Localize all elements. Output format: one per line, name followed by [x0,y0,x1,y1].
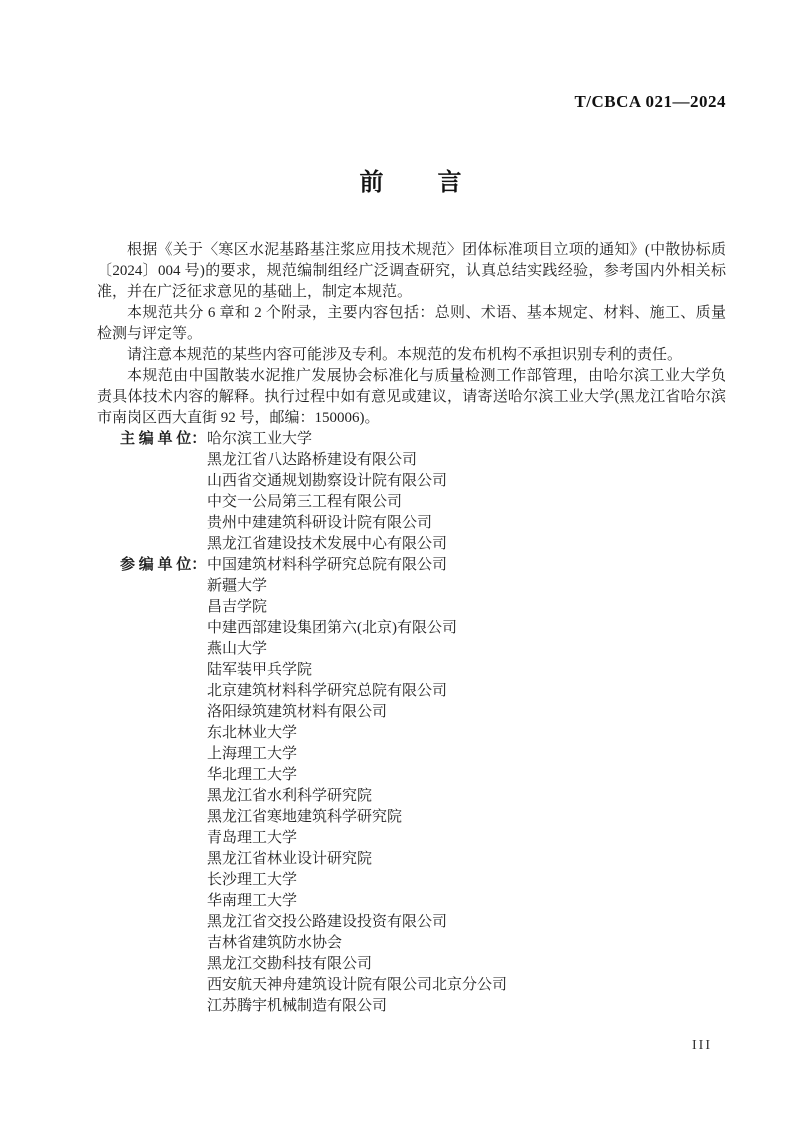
unit-item: 洛阳绿筑建筑材料有限公司 [207,704,388,720]
unit-item: 黑龙江省寒地建筑科学研究院 [207,809,403,825]
unit-item: 东北林业大学 [207,725,298,741]
unit-item: 黑龙江省建设技术发展中心有限公司 [207,536,448,552]
unit-item: 黑龙江省八达路桥建设有限公司 [207,452,418,468]
unit-item: 昌吉学院 [207,599,268,615]
paragraph-block [97,240,726,429]
unit-item: 北京建筑材料科学研究总院有限公司 [207,683,448,699]
participating-editors-label: 参 编 单 位： [120,557,207,573]
unit-item: 黑龙江省林业设计研究院 [207,851,373,867]
chief-editors-section [97,429,726,555]
unit-item: 上海理工大学 [207,746,298,762]
participating-editors-section [97,555,726,1017]
unit-item: 华南理工大学 [207,893,298,909]
participating-editors-list [207,555,726,1017]
unit-item: 黑龙江省水利科学研究院 [207,788,373,804]
paragraph: 本规范共分 6 章和 2 个附录，主要内容包括：总则、术语、基本规定、材料、施工、质量检测与评定等。 [97,305,726,342]
page-number: III [692,1038,712,1053]
page-title: 前 言 [359,170,464,196]
unit-item: 江苏腾宇机械制造有限公司 [207,998,388,1014]
paragraph: 根据《关于〈寒区水泥基路基注浆应用技术规范〉团体标准项目立项的通知》(中散协标质〔2024〕004 号)的要求，规范编制组经广泛调查研究，认真总结实践经验，参考国内外相关标准，并在广泛征求意见的基础上，制定本规范。 [97,242,726,300]
unit-item: 哈尔滨工业大学 [207,431,313,447]
standard-code: T/CBCA 021—2024 [574,92,726,111]
unit-item: 燕山大学 [207,641,268,657]
unit-item: 长沙理工大学 [207,872,298,888]
unit-item: 黑龙江交勘科技有限公司 [207,956,373,972]
unit-item: 新疆大学 [207,578,268,594]
paragraph: 请注意本规范的某些内容可能涉及专利。本规范的发布机构不承担识别专利的责任。 [127,347,683,363]
unit-item: 中交一公局第三工程有限公司 [207,494,403,510]
unit-item: 山西省交通规划勘察设计院有限公司 [207,473,448,489]
chief-editors-list [207,429,726,555]
unit-item: 吉林省建筑防水协会 [207,935,343,951]
chief-editors-label: 主 编 单 位： [120,431,207,447]
unit-item: 西安航天神舟建筑设计院有限公司北京分公司 [207,977,508,993]
unit-item: 贵州中建建筑科研设计院有限公司 [207,515,433,531]
paragraph: 本规范由中国散装水泥推广发展协会标准化与质量检测工作部管理，由哈尔滨工业大学负责具体技术内容的解释。执行过程中如有意见或建议，请寄送哈尔滨工业大学(黑龙江省哈尔滨市南岗区西大直街 92 号，邮编：150006)。 [97,368,726,426]
unit-item: 陆军装甲兵学院 [207,662,313,678]
foreword-body [97,240,726,1017]
unit-item: 中国建筑材料科学研究总院有限公司 [207,557,448,573]
unit-item: 青岛理工大学 [207,830,298,846]
unit-item: 华北理工大学 [207,767,298,783]
unit-item: 中建西部建设集团第六(北京)有限公司 [207,620,457,636]
unit-item: 黑龙江省交投公路建设投资有限公司 [207,914,448,930]
